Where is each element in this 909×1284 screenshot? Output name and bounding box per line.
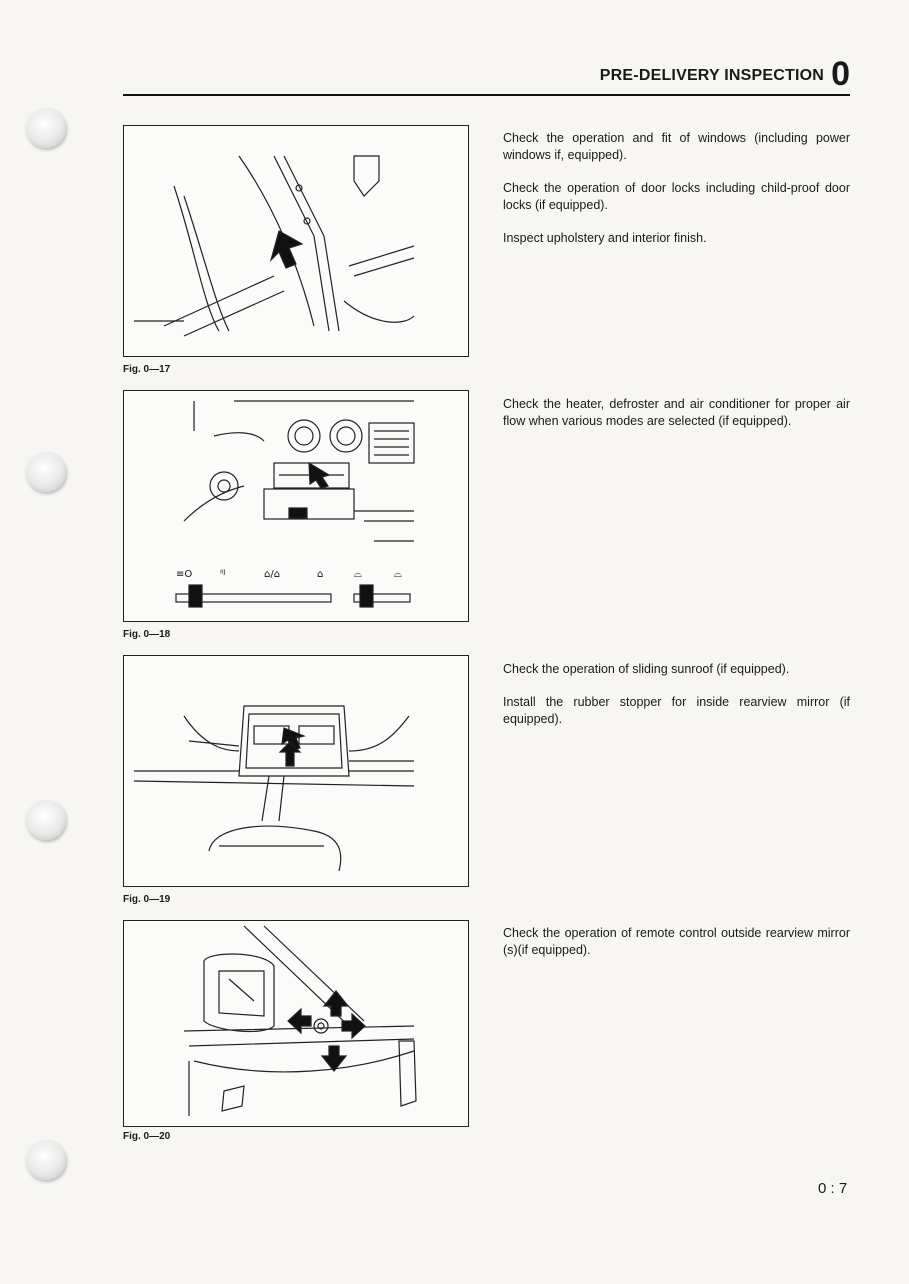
paragraph: Check the operation of door locks including child-proof door locks (if equipped). [503,181,850,212]
figure-caption: Fig. 0—17 [123,364,171,375]
binder-hole [26,452,66,492]
figure-door-pillar [123,125,469,357]
page-header [123,50,850,96]
paragraph: Check the operation and fit of windows (including power windows if, equipped). [503,131,850,162]
svg-text:⌓: ⌓ [394,569,402,580]
binder-hole [26,1140,66,1180]
section-heater-text [503,396,850,446]
section-sunroof-text [503,661,850,744]
paragraph: Check the operation of remote control outside rearview mirror (s)(if equipped). [503,926,850,957]
figure-caption: Fig. 0—19 [123,894,171,905]
paragraph: Inspect upholstery and interior finish. [503,231,707,245]
section-number: 0 [831,55,850,93]
figure-outside-mirror [123,920,469,1127]
page-title: PRE-DELIVERY INSPECTION [599,67,824,84]
figure-caption: Fig. 0—20 [123,1131,171,1142]
binder-hole [26,108,66,148]
svg-text:⌓: ⌓ [354,569,362,580]
section-mirror-text [503,925,850,975]
paragraph: Check the operation of sliding sunroof (if equipped). [503,662,790,676]
svg-text:≡O: ≡O [176,569,193,580]
figure-sunroof-switch [123,655,469,887]
paragraph: Install the rubber stopper for inside rearview mirror (if equipped). [503,695,850,726]
figure-caption: Fig. 0—18 [123,629,171,640]
section-windows-text [503,130,850,263]
svg-text:ᴵᴵᴶ: ᴵᴵᴶ [220,569,226,580]
svg-text:⌂/⌂: ⌂/⌂ [264,569,281,580]
figure-heater-controls [123,390,469,622]
page-number: 0 : 7 [818,1180,848,1197]
svg-text:⌂: ⌂ [317,569,324,580]
paragraph: Check the heater, defroster and air conditioner for proper air flow when various modes are selected (if equipped). [503,397,850,428]
binder-hole [26,800,66,840]
